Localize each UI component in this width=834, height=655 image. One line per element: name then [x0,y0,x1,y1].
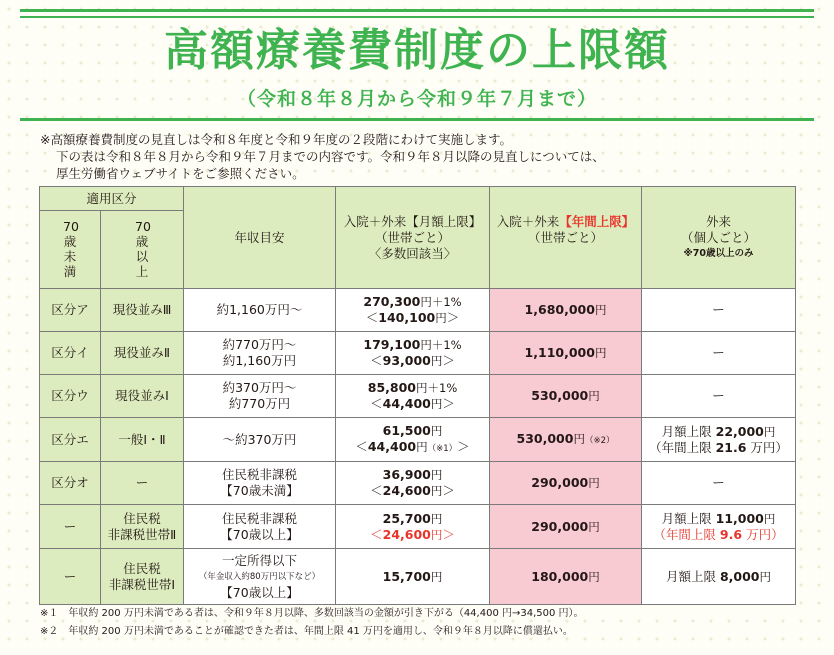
table-row [40,462,796,505]
header-monthly-line2: （世帯ごと） [374,229,450,245]
income-cell: 約770万円～ 約1,160万円 [184,332,336,375]
header-under-70: 70歳未満 [40,211,101,289]
table-row [40,549,796,605]
category-over70: 住民税 非課税世帯Ⅱ [101,505,184,549]
monthly-cell: 25,700円 ＜24,600円＞ [336,505,490,549]
income-cell: 約1,160万円～ [184,289,336,332]
annual-cell: 1,680,000円 [490,289,642,332]
monthly-cell: 270,300円＋1% ＜140,100円＞ [336,289,490,332]
table-row [40,505,796,549]
footnote-2: ※２ 年収約 200 万円未満であることが確認できた者は、年間上限 41 万円を適用し、令和９年８月以降に償還払い。 [40,626,573,637]
annual-cell: 180,000円 [490,549,642,605]
category-over70: 一般Ⅰ・Ⅱ [101,418,184,462]
monthly-cell: 61,500円 ＜44,400円（※1）＞ [336,418,490,462]
category-under70: ー [40,549,101,605]
intro-note-1: ※高額療養費制度の見直しは令和８年度と令和９年度の２段階にわけて実施します。 [40,132,512,147]
intro-note-2: 下の表は令和８年８月から令和９年７月までの内容です。令和９年８月以降の見直しについては、 [56,149,605,164]
outpatient-cell: ー [642,462,796,505]
table-row [40,289,796,332]
income-cell: 住民税非課税 【70歳未満】 [184,462,336,505]
outpatient-cell: 月額上限 8,000円 [642,549,796,605]
monthly-cell: 15,700円 [336,549,490,605]
monthly-cell: 179,100円＋1% ＜93,000円＞ [336,332,490,375]
income-cell: ～約370万円 [184,418,336,462]
category-under70: 区分ウ [40,375,101,418]
header-outpatient-note: ※70歳以上のみ [683,247,754,259]
outpatient-cell: 月額上限 22,000円 （年間上限 21.6 万円） [642,418,796,462]
annual-cell: 530,000円（※2） [490,418,642,462]
monthly-cell: 85,800円＋1% ＜44,400円＞ [336,375,490,418]
limit-table [39,186,796,605]
page-title: 高額療養費制度の上限額 [164,25,670,76]
header-annual-limit [490,187,642,289]
annual-cell: 1,110,000円 [490,332,642,375]
header-outpatient-line2: （個人ごと） [680,229,756,245]
outpatient-cell: ー [642,289,796,332]
header-applicable-category: 適用区分 [40,187,184,211]
annual-cell: 290,000円 [490,462,642,505]
annual-cell: 530,000円 [490,375,642,418]
category-over70: ー [101,462,184,505]
income-cell: 一定所得以下 （年金収入約80万円以下など） 【70歳以上】 [184,549,336,605]
category-over70: 現役並みⅢ [101,289,184,332]
category-over70: 現役並みⅡ [101,332,184,375]
title-bottom-rule [20,118,814,121]
title-top-rule-thin [20,16,814,18]
category-under70: 区分エ [40,418,101,462]
header-annual-text: 入院＋外来 [496,213,560,229]
annual-cell: 290,000円 [490,505,642,549]
table-row [40,418,796,462]
page-subtitle: （令和８年８月から令和９年７月まで） [236,88,597,110]
header-outpatient-line1: 外来 [705,213,731,229]
header-income: 年収目安 [184,187,336,289]
intro-note-3: 厚生労働省ウェブサイトをご参照ください。 [56,166,305,181]
outpatient-cell: ー [642,332,796,375]
table-row [40,375,796,418]
category-under70: 区分オ [40,462,101,505]
category-under70: 区分イ [40,332,101,375]
table-row [40,332,796,375]
outpatient-cell: 月額上限 11,000円 （年間上限 9.6 万円） [642,505,796,549]
header-over-70: 70歳以上 [101,211,184,289]
header-outpatient [642,187,796,289]
header-annual-highlight: 【年間上限】 [559,213,635,229]
title-top-rule [20,9,814,12]
monthly-cell: 36,900円 ＜24,600円＞ [336,462,490,505]
income-cell: 住民税非課税 【70歳以上】 [184,505,336,549]
category-over70: 住民税 非課税世帯Ⅰ [101,549,184,605]
category-under70: 区分ア [40,289,101,332]
header-annual-scope: （世帯ごと） [527,229,603,245]
category-under70: ー [40,505,101,549]
header-monthly-line1: 入院＋外来【月額上限】 [343,213,482,229]
income-cell: 約370万円～ 約770万円 [184,375,336,418]
footnote-1: ※１ 年収約 200 万円未満である者は、令和９年８月以降、多数回該当の金額が引き下がる（44,400 円→34,500 円）。 [40,608,584,619]
outpatient-cell: ー [642,375,796,418]
header-monthly-limit [336,187,490,289]
header-monthly-line3: 〈多数回該当〉 [368,245,457,261]
category-over70: 現役並みⅠ [101,375,184,418]
